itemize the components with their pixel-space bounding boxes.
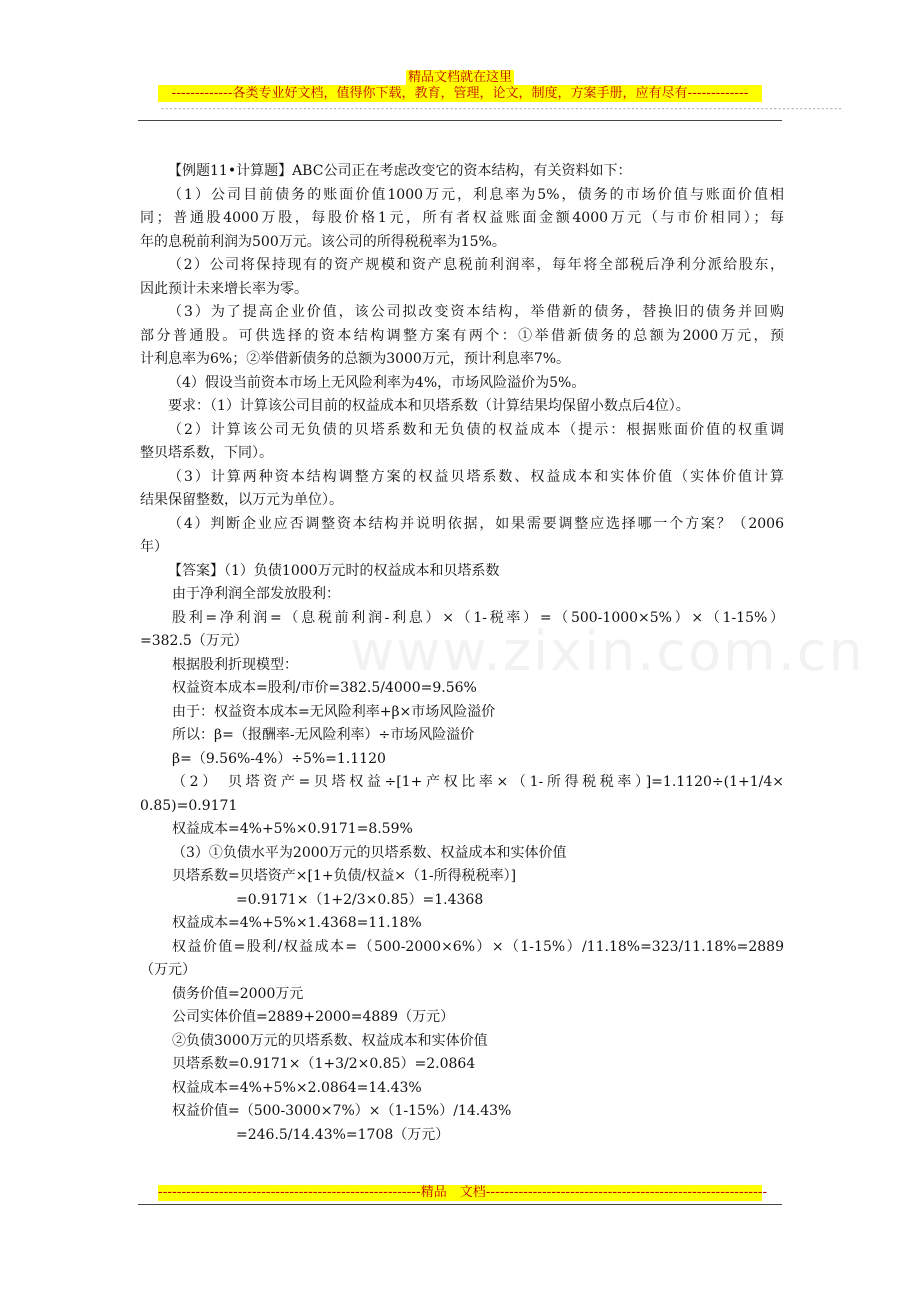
text-line: β=（9.56%-4%）÷5%=1.1120: [172, 750, 386, 767]
text-line: 权益成本=4%+5%×0.9171=8.59%: [172, 821, 413, 837]
text-line: （2）公司将保持现有的资产规模和资产息税前利润率，每年将全部税后净利分派给股东，: [168, 257, 784, 273]
text-line: 所以：β=（报酬率-无风险利率）÷市场风险溢价: [172, 727, 475, 743]
text-line: 公司实体价值=2889+2000=4889（万元）: [172, 1009, 455, 1025]
text-line: 权益成本=4%+5%×1.4368=11.18%: [172, 915, 422, 931]
text-line: 股利=净利润=（息税前利润-利息）×（1-税率）=（500-1000×5%）×（1-15%）: [172, 609, 784, 626]
text-line: （4）假设当前资本市场上无风险利率为4%，市场风险溢价为5%。: [168, 374, 586, 391]
text-line: 因此预计未来增长率为零。: [140, 280, 308, 297]
text-line: 要求：（1）计算该公司目前的权益成本和贝塔系数（计算结果均保留小数点后4位）。: [168, 398, 690, 414]
text-line: （3）计算两种资本结构调整方案的权益贝塔系数、权益成本和实体价值（实体价值计算: [168, 468, 784, 485]
text-line: 整贝塔系数，下同）。: [140, 445, 273, 461]
text-line: =0.9171×（1+2/3×0.85）=1.4368: [236, 891, 484, 908]
header-banner: -------------各类专业好文档，值得你下载，教育，管理，论文，制度，方案手册，应有尽有-------------: [158, 85, 762, 102]
text-line: 同；普通股4000万股，每股价格1元，所有者权益账面金额4000万元（与市价相同）；每: [140, 210, 784, 226]
text-line: （3）为了提高企业价值，该公司拟改变资本结构，举借新的债务，替换旧的债务并回购: [168, 304, 784, 320]
text-line: 年的息税前利润为500万元。该公司的所得税税率为15%。: [140, 233, 506, 250]
text-line: （2） 贝塔资产=贝塔权益÷[1+产权比率×（1-所得税税率）]=1.1120÷(1+1/4×: [172, 774, 784, 790]
text-line: ②负债3000万元的贝塔系数、权益成本和实体价值: [172, 1032, 488, 1049]
text-line: （2）计算该公司无负债的贝塔系数和无负债的权益成本（提示：根据账面价值的权重调: [168, 421, 784, 438]
text-line: =246.5/14.43%=1708（万元）: [236, 1126, 450, 1143]
text-line: 【答案】（1）负债1000万元时的权益成本和贝塔系数: [168, 562, 500, 579]
text-line: 贝塔系数=贝塔资产×[1+负债/权益×（1-所得税税率）]: [172, 868, 517, 884]
text-line: 根据股利折现模型：: [172, 656, 298, 673]
footer-banner: --------------------------------------------------------精品 文档------------------------------------------------------------: [158, 1185, 768, 1200]
text-line: 部分普通股。可供选择的资本结构调整方案有两个：①举借新债务的总额为2000万元，预: [140, 327, 784, 344]
text-line: （1）公司目前债务的账面价值1000万元，利息率为5%，债务的市场价值与账面价值相: [168, 186, 784, 203]
text-line: 计利息率为6%；②举借新债务的总额为3000万元，预计利息率7%。: [140, 351, 571, 367]
header-title: [0, 66, 920, 85]
text-line: （3）①负债水平为2000万元的贝塔系数、权益成本和实体价值: [172, 844, 567, 861]
header-title-text: 精品文档就在这里: [407, 70, 512, 85]
text-line: 债务价值=2000万元: [172, 985, 304, 1002]
text-line: 权益成本=4%+5%×2.0864=14.43%: [172, 1079, 422, 1096]
text-line: （万元）: [140, 962, 196, 978]
header-dash-line: --------------------------------------------------------------------------------------------------------------------------------------------------------------: [160, 104, 842, 113]
text-line: 由于净利润全部发放股利：: [172, 586, 340, 602]
document-body: [140, 160, 784, 1147]
text-line: 权益价值=股利/权益成本=（500-2000×6%）×（1-15%）/11.18%=323/11.18%=2889: [172, 938, 784, 955]
text-line: （4）判断企业应否调整资本结构并说明依据，如果需要调整应选择哪一个方案？（2006: [168, 515, 784, 532]
text-line: =382.5（万元）: [140, 633, 248, 649]
text-line: 权益价值=（500-3000×7%）×（1-15%）/14.43%: [172, 1103, 512, 1119]
text-line: 0.85)=0.9171: [140, 797, 238, 814]
text-line: 由于：权益资本成本=无风险利率+β×市场风险溢价: [172, 703, 496, 720]
header-rule: [138, 120, 782, 121]
text-line: 结果保留整数，以万元为单位）。: [140, 492, 343, 508]
text-line: 贝塔系数=0.9171×（1+3/2×0.85）=2.0864: [172, 1056, 476, 1072]
footer-rule: [138, 1204, 782, 1205]
text-line: 【例题11•计算题】ABC公司正在考虑改变它的资本结构，有关资料如下：: [168, 163, 632, 179]
watermark: www.zixin.com.cn: [350, 620, 865, 683]
text-line: 年）: [140, 539, 168, 555]
text-line: 权益资本成本=股利/市价=382.5/4000=9.56%: [172, 680, 477, 696]
